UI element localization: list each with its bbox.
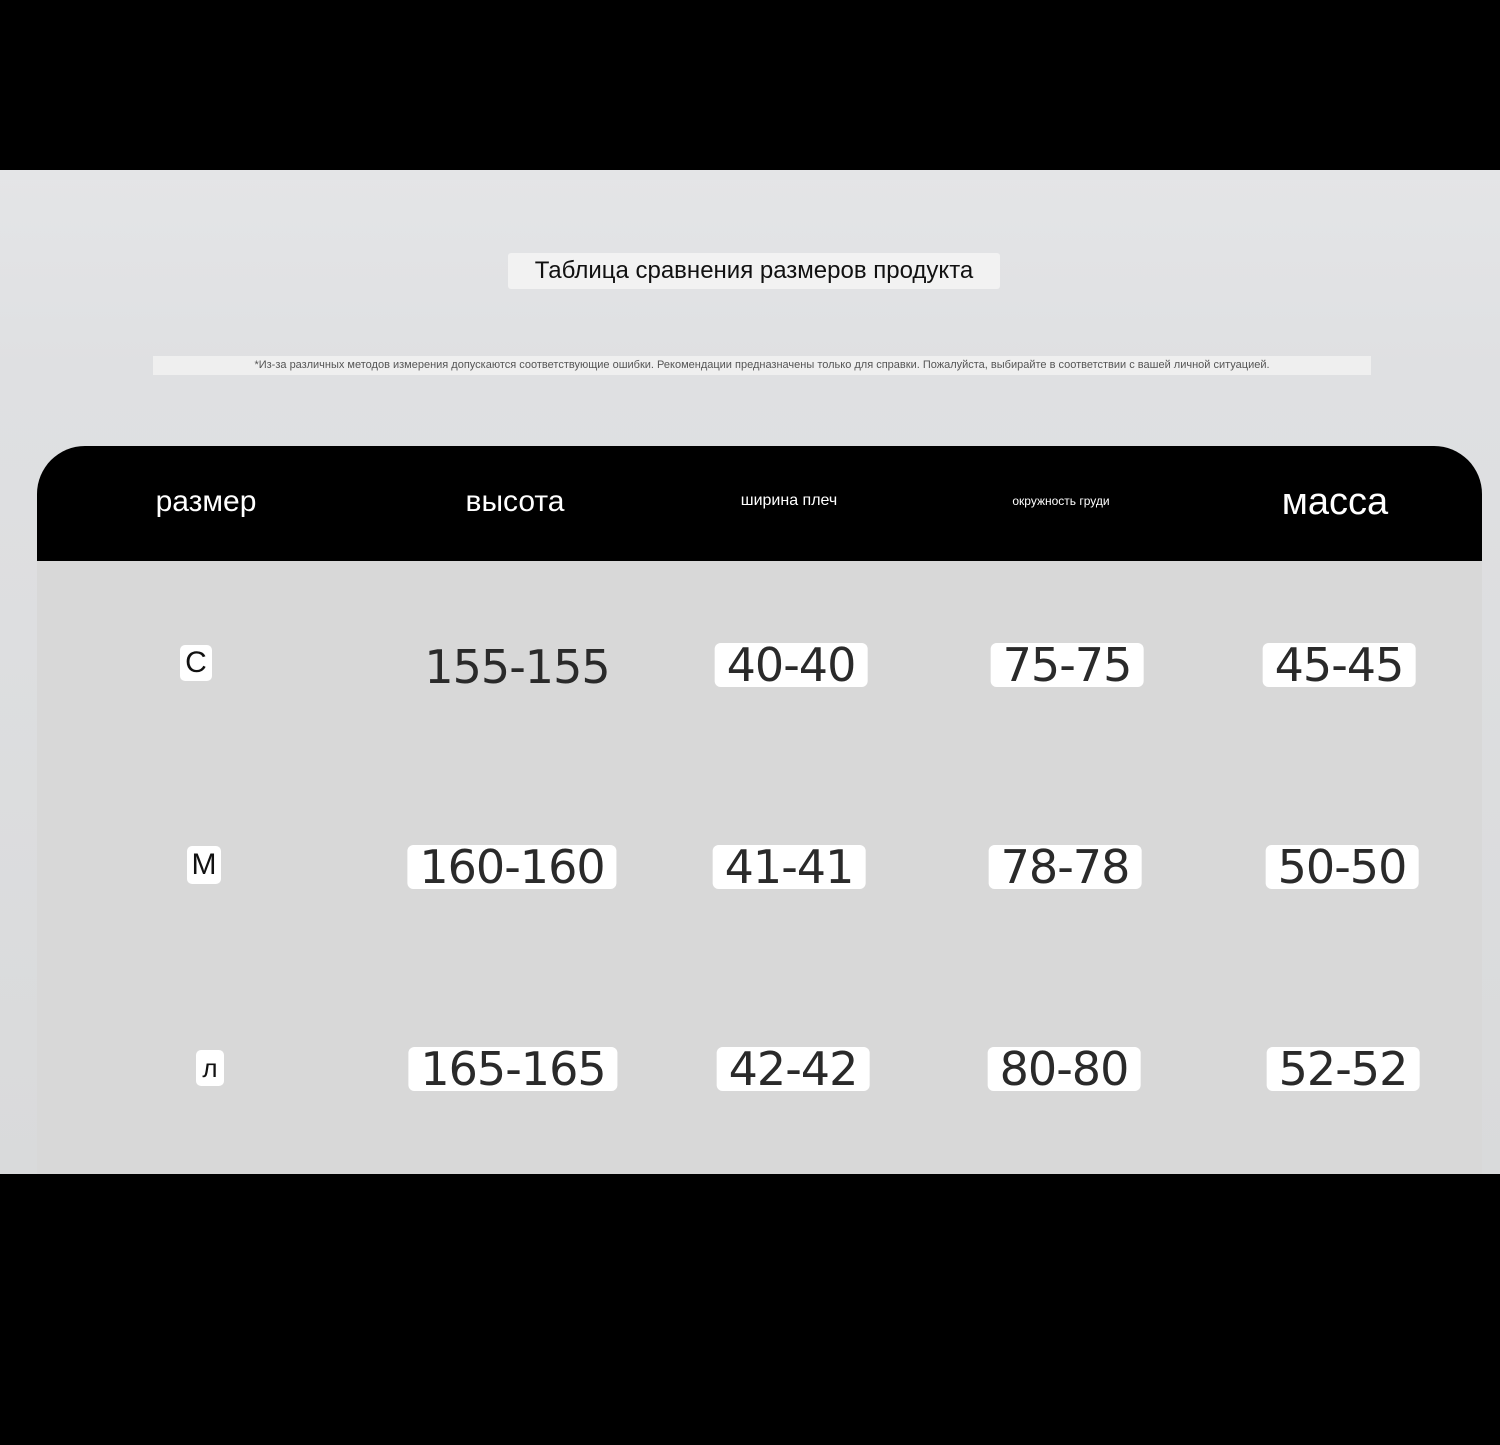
size-table — [37, 561, 1482, 1174]
header-height: высота — [465, 485, 565, 518]
weight-value: 52-52 — [1267, 1047, 1420, 1091]
weight-value: 45-45 — [1263, 643, 1416, 687]
size-label: С — [180, 645, 212, 681]
height-value: 165-165 — [408, 1047, 617, 1091]
shoulder-value: 42-42 — [717, 1047, 870, 1091]
header-shoulder-width: ширина плеч — [740, 492, 838, 509]
weight-value: 50-50 — [1266, 845, 1419, 889]
header-size: размер — [155, 485, 257, 518]
chest-value: 78-78 — [989, 845, 1142, 889]
size-label: М — [187, 846, 221, 884]
header-weight: масса — [1281, 481, 1389, 523]
height-value: 155-155 — [424, 640, 610, 694]
disclaimer-note: *Из-за различных методов измерения допускаются соответствующие ошибки. Рекомендации предназначены только для справки. Пожалуйста, выбирайте в соответствии с вашей личной ситуацией. — [153, 356, 1371, 375]
height-value: 160-160 — [407, 845, 616, 889]
shoulder-value: 41-41 — [713, 845, 866, 889]
header-chest-girth: окружность груди — [1012, 494, 1110, 508]
chest-value: 80-80 — [988, 1047, 1141, 1091]
page-title: Таблица сравнения размеров продукта — [508, 253, 1000, 289]
chest-value: 75-75 — [991, 643, 1144, 687]
table-header — [37, 446, 1482, 561]
shoulder-value: 40-40 — [715, 643, 868, 687]
size-label: л — [196, 1050, 224, 1086]
